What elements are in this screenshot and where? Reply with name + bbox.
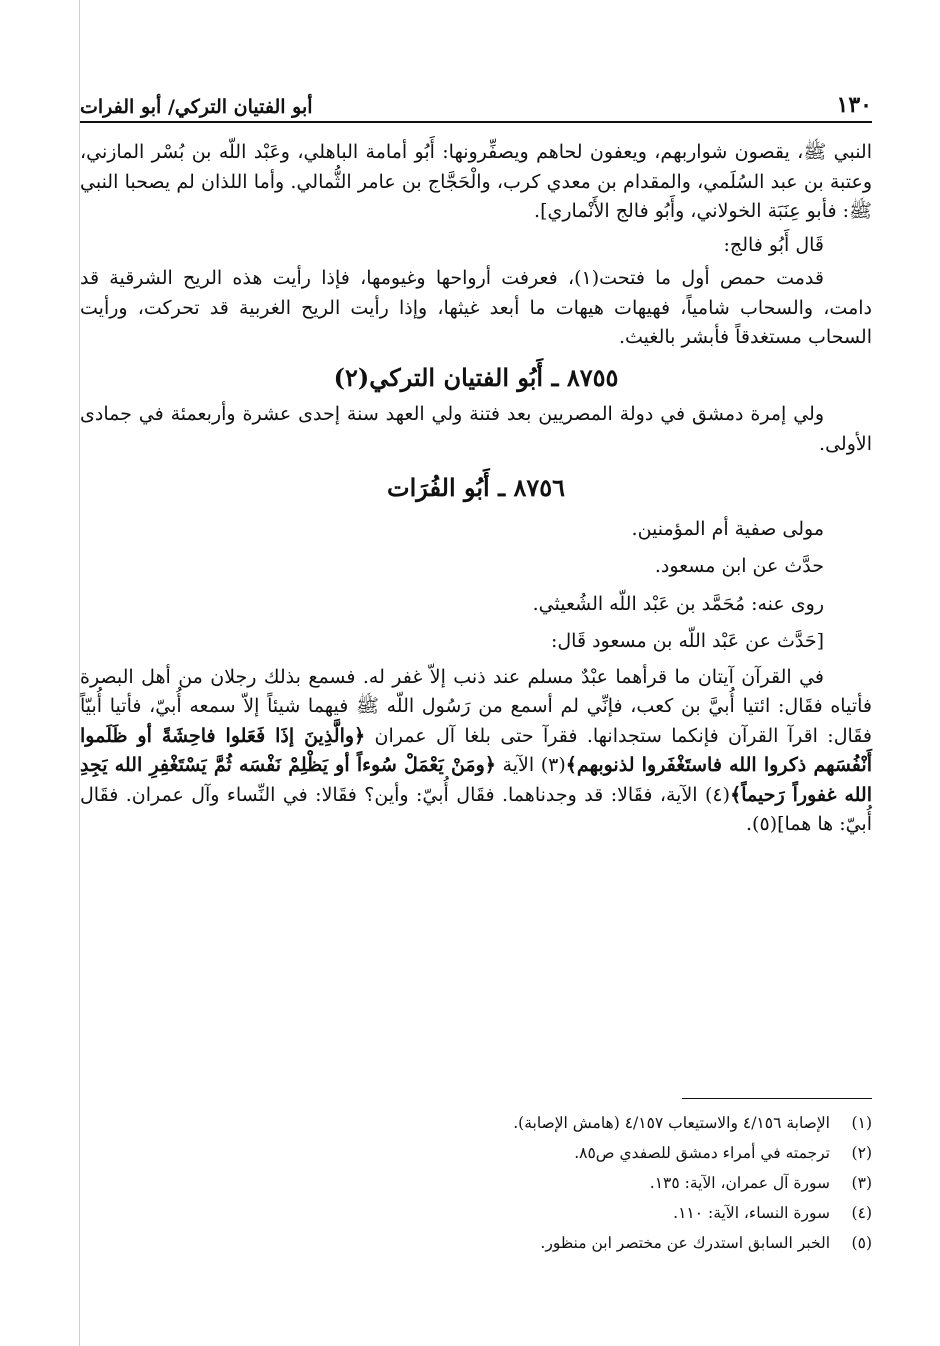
paragraph: ولي إمرة دمشق في دولة المصريين بعد فتنة ولي العهد سنة إحدى عشرة وأربعمئة في جمادى الأولى. — [80, 403, 872, 455]
quran-verse: ﴿والَّذِينَ إذَا فَعَلوا فاحِشَةً أو ظَلَموا أَنْفُسَهم ذكروا الله فاستَغْفَروا لذنوبهم﴾ — [80, 724, 872, 776]
footnote-text: الخبر السابق استدرك عن مختصر ابن منظور. — [540, 1234, 830, 1252]
footnote — [200, 1108, 872, 1138]
paragraph: النبي ﷺ، يقصون شواربهم، ويعفون لحاهم ويصفِّرونها: أَبُو أمامة الباهلي، وعَبْد اللّه بن بُسْر المازني، وعتبة بن عبد السُلَمي، والمقدام بن معدي كرب، والْحَجَّاج بن عامر الثُّمالي. وأما اللذان لم يصحبا النبي ﷺ: فأبو عِنَبَة الخولاني، وأَبُو فالج الأَنْماري]. — [80, 141, 872, 222]
paragraph: قَال أَبُو فالج: — [723, 233, 824, 256]
paragraph: [حَدَّث عن عَبْد اللّه بن مسعود قَال: — [550, 630, 824, 652]
footnote — [200, 1228, 872, 1258]
footnote-text: ترجمته في أمراء دمشق للصفدي ص٨٥. — [574, 1144, 830, 1162]
quran-verse: ﴿ومَنْ يَعْمَلْ سُوءاً أو يَظْلِمْ نَفْسَه ثُمَّ يَسْتَغْفِرِ الله يَجِدِ الله غفوراً رَحيماً﴾ — [80, 754, 872, 806]
entry-heading: ٨٧٥٥ ـ أَبُو الفتيان التركي(٢) — [333, 362, 619, 392]
footnote — [200, 1168, 872, 1198]
paragraph: روى عنه: مُحَمَّد بن عَبْد اللّه الشُعيثي. — [532, 592, 824, 615]
footnote-text: سورة آل عمران، الآية: ١٣٥. — [649, 1174, 830, 1192]
footnote-text: سورة النساء، الآية: ١١٠. — [673, 1204, 830, 1222]
text-run: في القرآن آيتان ما قرأهما عبْدٌ مسلم عند ذنب إلاّ غفر له. فسمع بذلك رجلان من أهل البصرة فأتياه فقَال: ائتيا أُبيَّ بن كعب، فإنِّي لم أسمع من رَسُول اللّه ﷺ فيهما شيئاً إلاّ سمعه أُبيّ، فأتيا أُبيّاً فقَال: اقرآ القرآن فإنكما ستجدانها. فقرآ حتى بلغا آل عمران — [80, 665, 872, 747]
paragraph: حدَّث عن ابن مسعود. — [654, 555, 824, 577]
text-run: (٣) الآية — [495, 754, 566, 776]
entry-heading: ٨٧٥٦ ـ أَبُو الفُرَات — [386, 473, 566, 502]
page-header — [80, 82, 872, 118]
footnote-text: الإصابة ٤/١٥٦ والاستيعاب ٤/١٥٧ (هامش الإصابة). — [513, 1114, 830, 1132]
header-rule — [80, 121, 872, 123]
footnote-number: (٤) — [851, 1204, 872, 1222]
paragraph: قدمت حمص أول ما فتحت(١)، فعرفت أرواحها وغيومها، فإذا رأيت هذه الريح الشرقية قد دامت، والسحاب شامياً، فهيهات هيهات ما أبعد غيثها، وإذا رأيت الريح الغربية قد تحركت، ورأيت السحاب مستغدقاً فأبشر بالغيث. — [80, 267, 872, 348]
footnote-number: (٥) — [851, 1234, 872, 1252]
paragraph: مولى صفية أم المؤمنين. — [631, 517, 824, 540]
footnote-number: (١) — [851, 1114, 872, 1132]
footnote-rule — [682, 1098, 872, 1099]
footnote — [200, 1138, 872, 1168]
hadith-paragraph — [80, 663, 872, 840]
footnotes — [200, 1108, 872, 1258]
footnote-number: (٣) — [851, 1174, 872, 1192]
page-number: ١٣٠ — [836, 92, 872, 118]
footnote-number: (٢) — [851, 1144, 872, 1162]
running-title: أبو الفتيان التركي/ أبو الفرات — [80, 96, 313, 118]
footnote — [200, 1198, 872, 1228]
text-run: (٤) الآية، فقَالا: قد وجدناهما. فقَال أُبيّ: وأين؟ فقَالا: في النِّساء وآل عمران. فقَال أُبيّ: ها هما](٥). — [80, 783, 872, 835]
main-text — [80, 138, 872, 840]
